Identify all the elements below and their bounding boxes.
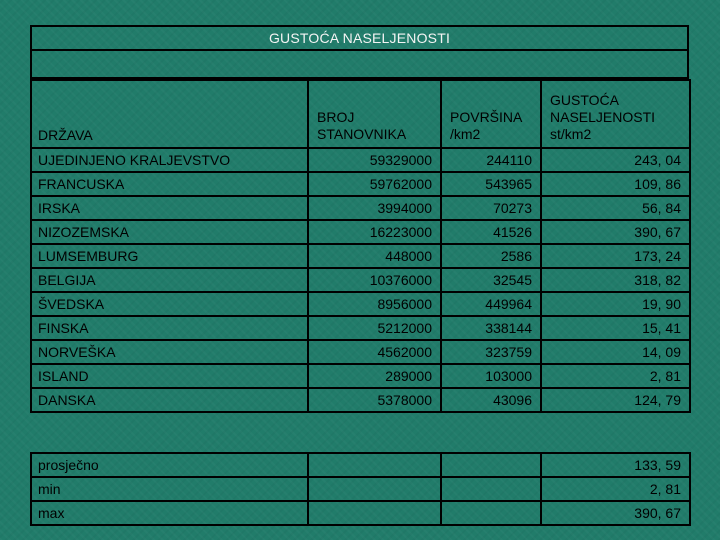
summary-label: max [31,501,308,525]
summary-table [30,452,691,526]
population-cell: 448000 [308,244,441,268]
area-cell: 103000 [441,364,541,388]
country-cell: IRSKA [31,196,308,220]
country-cell: BELGIJA [31,268,308,292]
country-cell: NIZOZEMSKA [31,220,308,244]
header-population: BROJ STANOVNIKA [308,80,441,148]
summary-empty-cell [308,453,441,477]
table-row [31,388,690,412]
summary-value: 133, 59 [541,453,690,477]
population-cell: 289000 [308,364,441,388]
density-cell: 390, 67 [541,220,690,244]
header-density: GUSTOĆA NASELJENOSTI st/km2 [541,80,690,148]
area-cell: 323759 [441,340,541,364]
area-cell: 41526 [441,220,541,244]
density-cell: 15, 41 [541,316,690,340]
header-country: DRŽAVA [31,80,308,148]
density-cell: 109, 86 [541,172,690,196]
summary-label: prosječno [31,453,308,477]
country-cell: NORVEŠKA [31,340,308,364]
area-cell: 543965 [441,172,541,196]
density-cell: 318, 82 [541,268,690,292]
population-cell: 3994000 [308,196,441,220]
country-cell: LUMSEMBURG [31,244,308,268]
population-cell: 5212000 [308,316,441,340]
area-cell: 449964 [441,292,541,316]
population-cell: 4562000 [308,340,441,364]
population-cell: 59762000 [308,172,441,196]
area-cell: 70273 [441,196,541,220]
summary-row [31,501,690,525]
density-cell: 2, 81 [541,364,690,388]
population-cell: 8956000 [308,292,441,316]
summary-label: min [31,477,308,501]
country-cell: DANSKA [31,388,308,412]
summary-empty-cell [441,477,541,501]
table-row [31,316,690,340]
summary-empty-cell [441,453,541,477]
summary-value: 390, 67 [541,501,690,525]
population-cell: 10376000 [308,268,441,292]
density-cell: 56, 84 [541,196,690,220]
density-cell: 19, 90 [541,292,690,316]
header-area: POVRŠINA /km2 [441,80,541,148]
country-cell: UJEDINJENO KRALJEVSTVO [31,148,308,172]
population-cell: 59329000 [308,148,441,172]
density-cell: 14, 09 [541,340,690,364]
table-title: GUSTOĆA NASELJENOSTI [30,25,689,51]
table-row [31,292,690,316]
table-row [31,244,690,268]
table-row [31,340,690,364]
country-cell: ŠVEDSKA [31,292,308,316]
header-row [31,80,690,148]
table-row [31,220,690,244]
density-cell: 173, 24 [541,244,690,268]
area-cell: 32545 [441,268,541,292]
density-cell: 124, 79 [541,388,690,412]
empty-row [30,51,689,79]
table-row [31,172,690,196]
table-row [31,196,690,220]
summary-row [31,453,690,477]
summary-value: 2, 81 [541,477,690,501]
area-cell: 43096 [441,388,541,412]
country-cell: ISLAND [31,364,308,388]
table-row [31,268,690,292]
area-cell: 2586 [441,244,541,268]
density-cell: 243, 04 [541,148,690,172]
area-cell: 338144 [441,316,541,340]
country-cell: FINSKA [31,316,308,340]
summary-row [31,477,690,501]
summary-empty-cell [441,501,541,525]
table-row [31,364,690,388]
population-cell: 5378000 [308,388,441,412]
summary-empty-cell [308,501,441,525]
summary-empty-cell [308,477,441,501]
density-table [30,79,691,413]
table-row [31,148,690,172]
country-cell: FRANCUSKA [31,172,308,196]
population-cell: 16223000 [308,220,441,244]
area-cell: 244110 [441,148,541,172]
